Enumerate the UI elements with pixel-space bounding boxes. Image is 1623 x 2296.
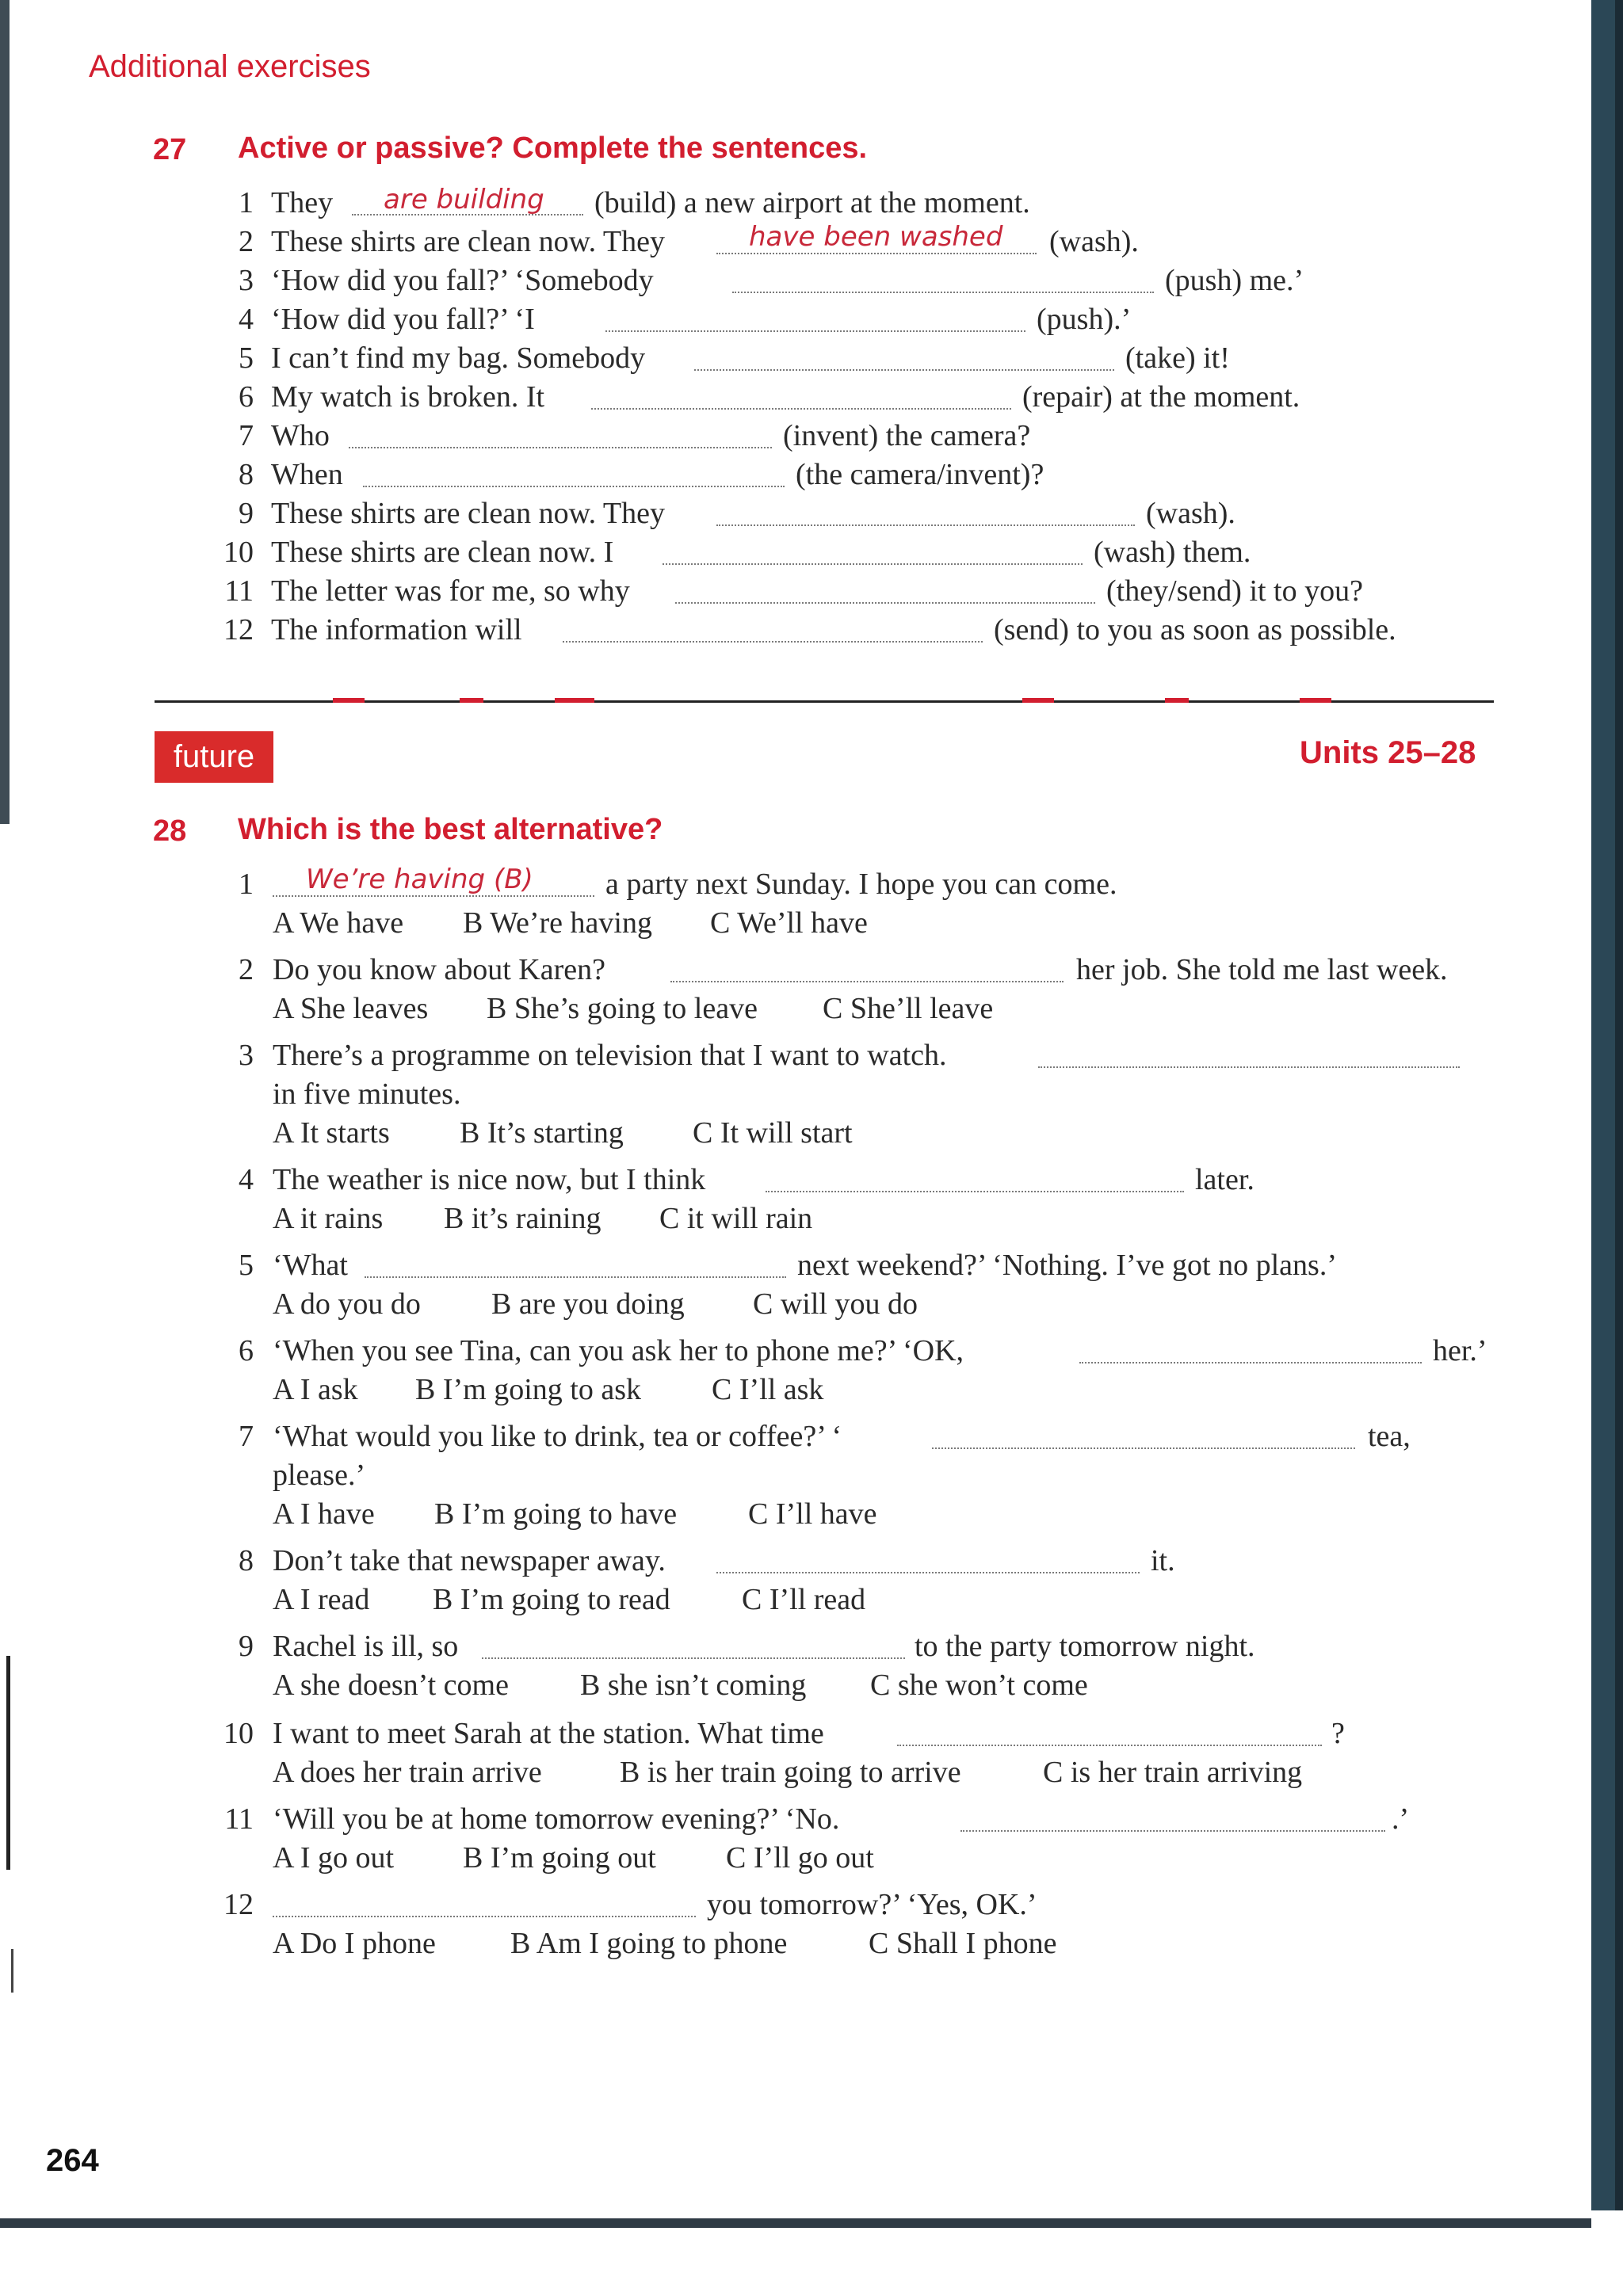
question-number: 10 <box>223 1717 254 1750</box>
option-c[interactable]: C I’ll read <box>742 1583 866 1616</box>
answer-blank[interactable] <box>273 1916 696 1917</box>
question <box>0 1417 1506 1455</box>
answer-blank[interactable] <box>1038 1066 1460 1068</box>
item-text-after: (the camera/invent)? <box>796 458 1044 491</box>
item-text-before: When <box>271 458 343 491</box>
section-title: Additional exercises <box>89 49 371 84</box>
item-text-before: These shirts are clean now. They <box>271 497 665 530</box>
item-number: 1 <box>239 186 254 219</box>
exercise-item <box>0 378 1506 416</box>
answer-blank[interactable] <box>365 1276 786 1278</box>
handwritten-answer: We’re having (B) <box>306 864 533 895</box>
item-text-before: These shirts are clean now. They <box>271 225 665 258</box>
topic-badge: future <box>155 731 273 783</box>
answer-blank[interactable] <box>675 602 1095 604</box>
item-text-before: ‘How did you fall?’ ‘Somebody <box>271 264 654 297</box>
exercise-item <box>0 223 1506 261</box>
question-number: 6 <box>239 1334 254 1367</box>
question-text: you tomorrow?’ ‘Yes, OK.’ <box>707 1888 1037 1921</box>
item-number: 8 <box>239 458 254 491</box>
item-text-before: I can’t find my bag. Somebody <box>271 341 646 375</box>
question <box>0 1246 1506 1284</box>
question-text: ‘When you see Tina, can you ask her to phone me?’ ‘OK, <box>273 1334 964 1367</box>
exercise-item <box>0 572 1506 610</box>
question-text: her job. She told me last week. <box>1076 953 1448 986</box>
scan-left-mark <box>11 1949 13 1993</box>
item-text-before: These shirts are clean now. I <box>271 536 614 569</box>
answer-blank[interactable] <box>716 524 1135 526</box>
option-b[interactable]: B she isn’t coming <box>580 1669 807 1702</box>
question-text-continued: in five minutes. <box>273 1077 461 1111</box>
answer-blank[interactable] <box>363 486 785 487</box>
option-a[interactable]: A We have <box>273 906 404 940</box>
item-text-before: The information will <box>271 613 522 646</box>
question-number: 2 <box>239 953 254 986</box>
question-text: ‘Will you be at home tomorrow evening?’ ‘No. <box>273 1802 840 1836</box>
answer-blank[interactable] <box>482 1657 905 1659</box>
option-a[interactable]: A I ask <box>273 1373 358 1406</box>
option-b[interactable]: B I’m going to ask <box>415 1373 641 1406</box>
option-a[interactable]: A I go out <box>273 1841 395 1875</box>
item-text-after: (wash) them. <box>1094 536 1251 569</box>
option-a[interactable]: A I read <box>273 1583 370 1616</box>
option-c[interactable]: C it will rain <box>659 1202 813 1235</box>
option-b[interactable]: B I’m going to have <box>434 1497 678 1531</box>
divider-accent <box>1300 698 1331 703</box>
option-b[interactable]: B It’s starting <box>460 1116 624 1150</box>
option-c[interactable]: C is her train arriving <box>1043 1756 1303 1789</box>
question <box>0 1627 1506 1665</box>
option-b[interactable]: B I’m going to read <box>433 1583 670 1616</box>
answer-blank[interactable] <box>605 330 1025 332</box>
units-reference: Units 25–28 <box>1300 735 1476 770</box>
item-number: 6 <box>239 380 254 414</box>
item-text-after: (they/send) it to you? <box>1106 574 1363 608</box>
option-a[interactable]: A She leaves <box>273 992 429 1025</box>
question-number: 8 <box>239 1544 254 1577</box>
handwritten-answer: are building <box>384 184 544 215</box>
option-a[interactable]: A Do I phone <box>273 1927 436 1960</box>
exercise-item <box>0 184 1506 222</box>
answer-blank[interactable] <box>670 981 1064 982</box>
question <box>0 1800 1506 1838</box>
exercise-item <box>0 494 1506 532</box>
answer-blank[interactable] <box>349 447 772 448</box>
item-text-after: (build) a new airport at the moment. <box>594 186 1030 219</box>
question <box>0 1332 1506 1370</box>
answer-blank[interactable] <box>960 1830 1385 1832</box>
item-number: 11 <box>224 574 254 608</box>
question <box>0 951 1506 989</box>
question-text: .’ <box>1392 1802 1410 1836</box>
item-number: 3 <box>239 264 254 297</box>
handwritten-answer: have been washed <box>749 221 1003 253</box>
question <box>0 1036 1506 1074</box>
answer-blank[interactable] <box>897 1745 1322 1746</box>
question-text: to the party tomorrow night. <box>915 1630 1255 1663</box>
answer-blank[interactable] <box>766 1191 1184 1192</box>
question-text: it. <box>1151 1544 1175 1577</box>
item-text-before: They <box>271 186 334 219</box>
option-c[interactable]: C I’ll ask <box>712 1373 824 1406</box>
exercise-title: Active or passive? Complete the sentences. <box>238 132 868 165</box>
item-number: 9 <box>239 497 254 530</box>
question-number: 9 <box>239 1630 254 1663</box>
exercise-item <box>0 261 1506 299</box>
question-text-continued: please.’ <box>273 1459 366 1492</box>
exercise-item <box>0 456 1506 494</box>
option-c[interactable]: C I’ll have <box>748 1497 877 1531</box>
item-number: 5 <box>239 341 254 375</box>
question-text: ‘What <box>273 1249 348 1282</box>
item-number: 2 <box>239 225 254 258</box>
exercise-item <box>0 339 1506 377</box>
option-b[interactable]: B are you doing <box>491 1287 685 1321</box>
question <box>0 865 1506 903</box>
option-a[interactable]: A do you do <box>273 1287 421 1321</box>
option-c[interactable]: C We’ll have <box>710 906 868 940</box>
question-number: 4 <box>239 1163 254 1196</box>
item-text-after: (invent) the camera? <box>783 419 1031 452</box>
question-text: Do you know about Karen? <box>273 953 606 986</box>
item-number: 12 <box>223 613 254 646</box>
answer-blank[interactable] <box>716 1572 1140 1573</box>
option-c[interactable]: C She’ll leave <box>823 992 994 1025</box>
option-b[interactable]: B We’re having <box>463 906 652 940</box>
scan-bottom-edge <box>0 2218 1591 2228</box>
question-text: Rachel is ill, so <box>273 1630 459 1663</box>
item-text-after: (wash). <box>1049 225 1139 258</box>
question-text: I want to meet Sarah at the station. What time <box>273 1717 824 1750</box>
item-text-after: (take) it! <box>1125 341 1230 375</box>
divider-accent <box>1165 698 1189 703</box>
question-text: her.’ <box>1433 1334 1487 1367</box>
question-text: ? <box>1331 1717 1345 1750</box>
item-text-before: Who <box>271 419 330 452</box>
item-number: 10 <box>223 536 254 569</box>
question <box>0 1542 1506 1580</box>
question-text: There’s a programme on television that I want to watch. <box>273 1039 947 1072</box>
option-c[interactable]: C Shall I phone <box>869 1927 1057 1960</box>
item-text-after: (send) to you as soon as possible. <box>994 613 1396 646</box>
question <box>0 1714 1506 1753</box>
page-number: 264 <box>46 2143 99 2178</box>
divider-accent <box>1022 698 1054 703</box>
option-a[interactable]: A does her train arrive <box>273 1756 542 1789</box>
item-text-after: (repair) at the moment. <box>1022 380 1300 414</box>
exercise-item <box>0 533 1506 571</box>
exercise-number: 28 <box>153 814 187 848</box>
option-c[interactable]: C It will start <box>693 1116 853 1150</box>
question-text: Don’t take that newspaper away. <box>273 1544 666 1577</box>
option-b[interactable]: B Am I going to phone <box>510 1927 788 1960</box>
item-text-after: (push) me.’ <box>1165 264 1304 297</box>
answer-blank[interactable] <box>1079 1362 1422 1363</box>
option-c[interactable]: C will you do <box>753 1287 918 1321</box>
question <box>0 1161 1506 1199</box>
option-b[interactable]: B it’s raining <box>444 1202 601 1235</box>
divider-accent <box>460 698 483 703</box>
exercise-item <box>0 300 1506 338</box>
divider-accent <box>555 698 594 703</box>
question-text: The weather is nice now, but I think <box>273 1163 706 1196</box>
answer-blank[interactable] <box>663 563 1083 565</box>
item-text-before: ‘How did you fall?’ ‘I <box>271 303 535 336</box>
answer-blank[interactable] <box>694 369 1114 371</box>
question-number: 7 <box>239 1420 254 1453</box>
answer-blank[interactable] <box>932 1447 1355 1449</box>
answer-blank[interactable] <box>732 292 1154 293</box>
question-text: next weekend?’ ‘Nothing. I’ve got no plans.’ <box>797 1249 1337 1282</box>
divider-accent <box>333 698 365 703</box>
exercise-title: Which is the best alternative? <box>238 813 663 846</box>
question-number: 12 <box>223 1888 254 1921</box>
question-text: ‘What would you like to drink, tea or coffee?’ ‘ <box>273 1420 842 1453</box>
question-text: later. <box>1195 1163 1254 1196</box>
exercise-item <box>0 611 1506 649</box>
question-number: 1 <box>239 868 254 901</box>
question-number: 5 <box>239 1249 254 1282</box>
option-a[interactable]: A I have <box>273 1497 375 1531</box>
option-c[interactable]: C she won’t come <box>870 1669 1088 1702</box>
item-text-before: My watch is broken. It <box>271 380 545 414</box>
item-number: 4 <box>239 303 254 336</box>
option-a[interactable]: A It starts <box>273 1116 390 1150</box>
option-b[interactable]: B is her train going to arrive <box>620 1756 961 1789</box>
option-c[interactable]: C I’ll go out <box>726 1841 874 1875</box>
item-text-after: (wash). <box>1146 497 1235 530</box>
answer-blank[interactable] <box>563 641 983 643</box>
item-number: 7 <box>239 419 254 452</box>
question <box>0 1886 1506 1924</box>
question-number: 11 <box>224 1802 254 1836</box>
exercise-number: 27 <box>153 133 187 166</box>
option-b[interactable]: B She’s going to leave <box>487 992 758 1025</box>
option-a[interactable]: A it rains <box>273 1202 384 1235</box>
question-text: a party next Sunday. I hope you can come. <box>605 868 1117 901</box>
question-text: tea, <box>1368 1420 1411 1453</box>
option-b[interactable]: B I’m going out <box>463 1841 656 1875</box>
option-a[interactable]: A she doesn’t come <box>273 1669 509 1702</box>
question-number: 3 <box>239 1039 254 1072</box>
item-text-after: (push).’ <box>1037 303 1132 336</box>
item-text-before: The letter was for me, so why <box>271 574 630 608</box>
answer-blank[interactable] <box>591 408 1011 410</box>
exercise-item <box>0 417 1506 455</box>
scan-right-edge-shadow <box>1615 0 1623 2210</box>
